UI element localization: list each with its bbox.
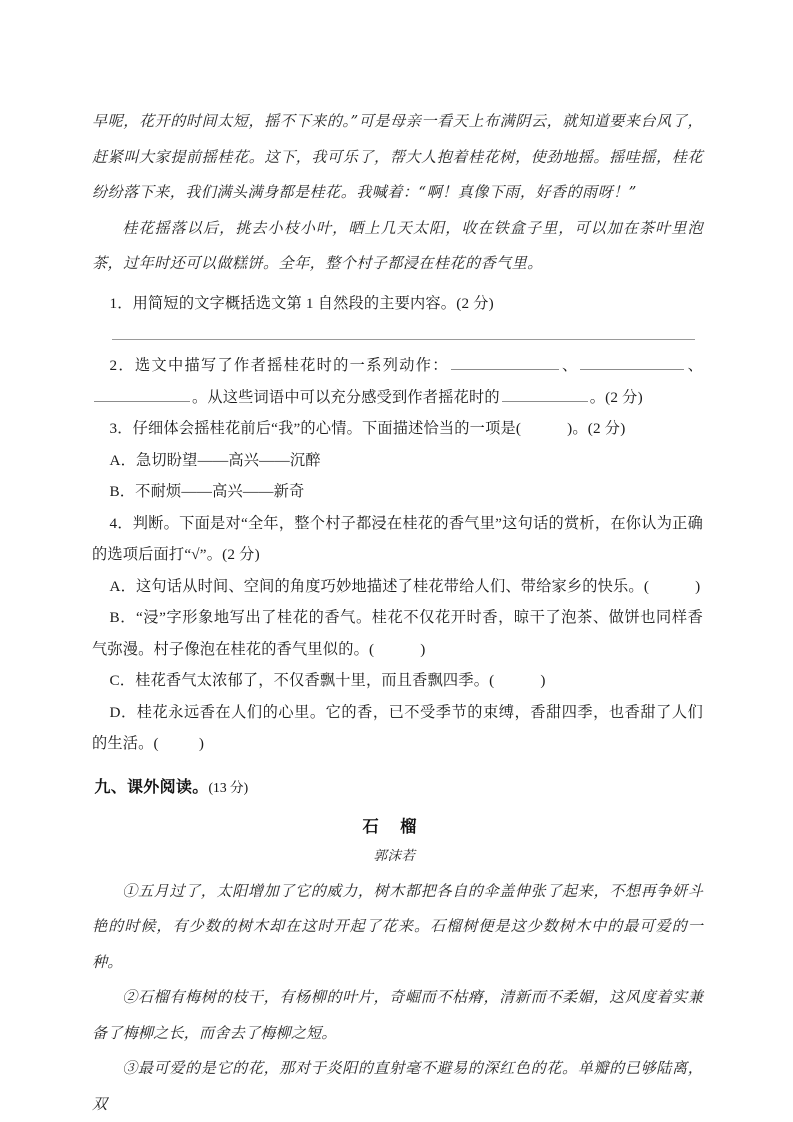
question-4-option-c-close: ) [540,672,546,689]
question-4-option-c[interactable] [92,665,703,697]
question-2-number: 2． [109,357,135,374]
question-4-option-a[interactable] [92,571,703,603]
question-4-option-d[interactable] [92,697,703,760]
question-3-text-before: 仔细体会摇桂花前后“我”的心情。下面描述恰当的一项是( [132,420,522,437]
article-author: 郭沫若 [373,848,416,864]
question-4-option-a-text: 这句话从时间、空间的角度巧妙地描述了桂花带给人们、带给家乡的快乐。( [136,577,650,595]
question-2-separator-2: 、 [686,357,703,374]
question-2-text-part-3: 。(2 分) [589,388,643,406]
question-3-option-a[interactable]: A．急切盼望——高兴——沉醉 [109,451,321,469]
section-heading-label: 九、课外阅读。 [94,778,209,796]
question-4-option-c-label: C． [109,672,136,689]
question-1-text: 用简短的文字概括选文第 1 自然段的主要内容。(2 分) [132,294,494,312]
article-paragraph-3: ③最可爱的是它的花，那对于炎阳的直射毫不避易的深红色的花。单瓣的已够陆离，双 [92,1059,703,1113]
question-4-option-b[interactable] [92,602,703,665]
question-2-blank-1[interactable] [451,353,559,370]
question-4-option-b-text: “浸”字形象地写出了桂花的香气。桂花不仅花开时香，晾干了泡茶、做饼也同样香气弥漫。村子像泡在桂花的香气里似的。( [92,609,703,658]
question-3-number: 3． [109,420,133,437]
question-1-answer-rule[interactable] [92,319,703,350]
question-4-option-a-close: ) [695,577,701,595]
question-1 [92,288,703,320]
question-3-option-b[interactable]: B．不耐烦——高兴——新奇 [109,483,305,500]
question-3-text-after: )。(2 分) [567,420,626,437]
question-2 [92,350,703,413]
section-heading-points: (13 分) [208,779,249,795]
question-4-option-c-text: 桂花香气太浓郁了，不仅香飘十里，而且香飘四季。( [135,672,495,689]
section-heading-nine [92,771,703,805]
question-4-option-b-label: B． [109,609,136,626]
question-4 [92,508,703,571]
passage-paragraph-1: 早呢，花开的时间太短，摇不下来的。”可是母亲一看天上布满阴云，就知道要来台风了，赶紧叫大家提前摇桂花。这下，我可乐了，帮大人抱着桂花树，使劲地摇。摇哇摇，桂花纷纷落下来，我们满头满身都是桂花。我喊着：“啊！真像下雨，好香的雨呀！” [92,112,703,201]
question-2-blank-4[interactable] [502,385,588,402]
question-2-text-part-1: 选文中描写了作者摇桂花时的一系列动作： [134,357,449,374]
question-2-text-part-2: 。从这些词语中可以充分感受到作者摇花时的 [192,388,500,406]
question-2-blank-3[interactable] [94,385,190,402]
question-2-blank-2[interactable] [580,353,684,370]
question-3 [92,413,703,445]
question-4-text: 判断。下面是对“全年，整个村子都浸在桂花的香气里”这句话的赏析，在你认为正确的选项后面打“√”。(2 分) [92,514,703,563]
question-4-option-d-close: ) [198,735,205,752]
article-paragraph-1: ①五月过了，太阳增加了它的威力，树木都把各自的伞盖伸张了起来，不想再争妍斗艳的时候，有少数的树木却在这时开起了花来。石榴树便是这少数树木中的最可爱的一种。 [92,881,703,971]
question-4-option-b-close: ) [420,640,426,658]
article-paragraph-2: ②石榴有梅树的枝干，有杨柳的叶片，奇崛而不枯瘠，清新而不柔媚，这风度着实兼备了梅柳之长，而舍去了梅柳之短。 [92,988,703,1042]
question-1-number: 1． [109,294,133,312]
passage-paragraph-2: 桂花摇落以后，挑去小枝小叶，晒上几天太阳，收在铁盒子里，可以加在茶叶里泡茶，过年时还可以做糕饼。全年，整个村子都浸在桂花的香气里。 [92,218,703,272]
question-4-option-d-text: 桂花永远香在人们的心里。它的香，已不受季节的束缚，香甜四季，也香甜了人们的生活。( [92,703,703,752]
article-title: 石 榴 [362,816,425,836]
question-4-option-d-label: D． [109,703,137,721]
question-4-number: 4． [109,514,133,532]
question-4-option-a-label: A． [109,577,137,595]
page-content [92,104,703,1122]
question-2-separator-1: 、 [560,357,579,374]
